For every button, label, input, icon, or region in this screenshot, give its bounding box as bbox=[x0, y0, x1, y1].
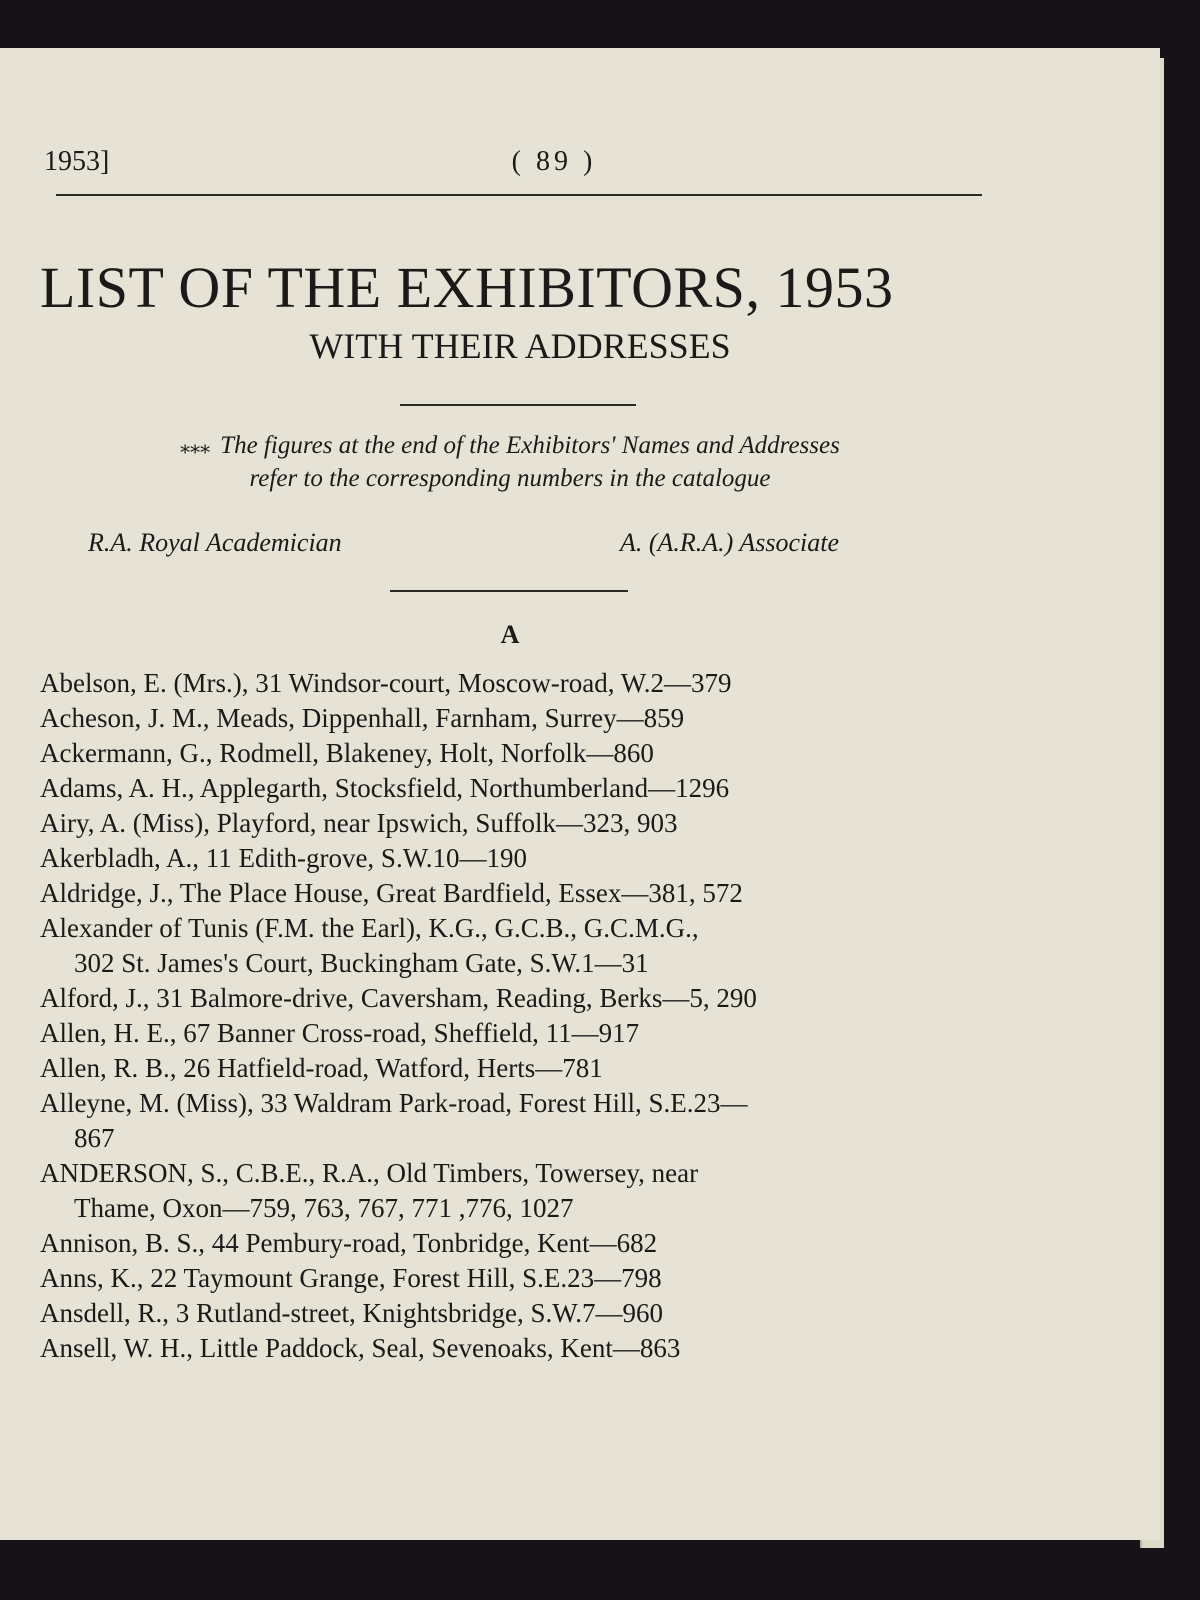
list-item: Alexander of Tunis (F.M. the Earl), K.G., G.C.B., G.C.M.G., bbox=[40, 913, 699, 943]
note-text-1: The figures at the end of the Exhibitors' Names and Addresses bbox=[220, 432, 840, 459]
list-item: Adams, A. H., Applegarth, Stocksfield, Northumberland—1296 bbox=[40, 773, 730, 803]
section-divider bbox=[390, 590, 628, 592]
list-item: Airy, A. (Miss), Playford, near Ipswich, Suffolk—323, 903 bbox=[40, 808, 678, 838]
list-item: ANDERSON, S., C.B.E., R.A., Old Timbers, Towersey, near bbox=[40, 1158, 699, 1188]
list-item: Aldridge, J., The Place House, Great Bardfield, Essex—381, 572 bbox=[40, 878, 743, 908]
list-item: Ansdell, R., 3 Rutland-street, Knightsbridge, S.W.7—960 bbox=[40, 1298, 663, 1328]
list-item: Abelson, E. (Mrs.), 31 Windsor-court, Moscow-road, W.2—379 bbox=[40, 668, 732, 698]
list-item: Alleyne, M. (Miss), 33 Waldram Park-road, Forest Hill, S.E.23— bbox=[40, 1088, 748, 1118]
title-divider bbox=[400, 404, 636, 406]
running-header bbox=[44, 146, 984, 186]
page-number: ( 89 ) bbox=[511, 146, 597, 177]
list-item: Allen, R. B., 26 Hatfield-road, Watford, Herts—781 bbox=[40, 1053, 603, 1083]
list-item-continuation: 302 St. James's Court, Buckingham Gate, S.W.1—31 bbox=[74, 948, 649, 978]
list-item: Ackermann, G., Rodmell, Blakeney, Holt, Norfolk—860 bbox=[40, 738, 654, 768]
book-page bbox=[0, 48, 1160, 1540]
exhibitor-list bbox=[40, 666, 990, 1366]
list-item: Allen, H. E., 67 Banner Cross-road, Sheffield, 11—917 bbox=[40, 1018, 640, 1048]
list-item: Annison, B. S., 44 Pembury-road, Tonbridge, Kent—682 bbox=[40, 1228, 658, 1258]
abbreviation-ra: R.A. Royal Academician bbox=[88, 528, 342, 557]
header-rule bbox=[56, 194, 982, 196]
page-subtitle: WITH THEIR ADDRESSES bbox=[309, 326, 731, 366]
list-item: Acheson, J. M., Meads, Dippenhall, Farnham, Surrey—859 bbox=[40, 703, 685, 733]
list-item: Ansell, W. H., Little Paddock, Seal, Sevenoaks, Kent—863 bbox=[40, 1333, 681, 1363]
list-item: Alford, J., 31 Balmore-drive, Caversham, Reading, Berks—5, 290 bbox=[40, 983, 757, 1013]
section-letter: A bbox=[500, 620, 520, 649]
page-title: LIST OF THE EXHIBITORS, 1953 bbox=[40, 255, 894, 320]
asterism-mark: ⁎⁎⁎ bbox=[180, 436, 211, 458]
list-item: Akerbladh, A., 11 Edith-grove, S.W.10—190 bbox=[40, 843, 527, 873]
note-line-1 bbox=[40, 430, 980, 463]
list-item-continuation: 867 bbox=[74, 1123, 115, 1153]
note-line-2: refer to the corresponding numbers in the catalogue bbox=[249, 465, 771, 492]
abbreviation-ara: A. (A.R.A.) Associate bbox=[620, 528, 840, 557]
list-item: Anns, K., 22 Taymount Grange, Forest Hill, S.E.23—798 bbox=[40, 1263, 662, 1293]
catalogue-note bbox=[40, 430, 980, 494]
header-year: 1953] bbox=[44, 146, 110, 177]
list-item-continuation: Thame, Oxon—759, 763, 767, 771 ,776, 1027 bbox=[74, 1193, 574, 1223]
